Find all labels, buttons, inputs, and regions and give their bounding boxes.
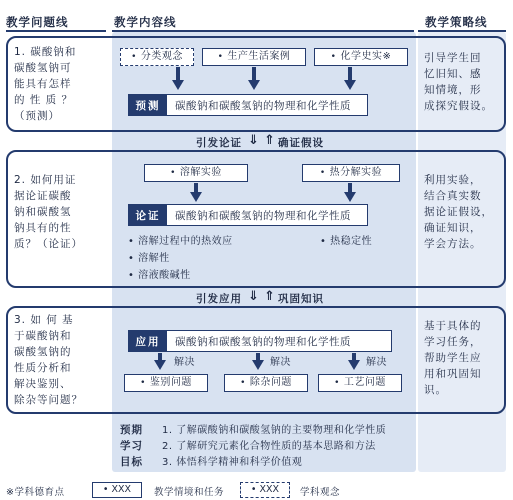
box-life-cases: • 生产生活案例 [202,48,306,66]
transition-2-arrow-down: ⇓ [248,289,260,304]
stage-2-question: 2. 如何用证 据论证碳酸 钠和碳酸氢 钠具有的性 质？（论证） [14,174,83,250]
box-classification-concept: • 分类观念 [120,48,194,66]
goal-item-2: 2. 了解研究元素化合物性质的基本思路和方法 [162,441,376,452]
stage-3-question: 3. 如 何 基 于碳酸钠和 碳酸氢钠的 性质分析和 解决鉴别、 除杂等问题？ [14,314,83,406]
stage-2-argue-bar [128,204,368,226]
bullet-heat-effect: • 溶解过程中的热效应 [128,236,233,247]
arrow-1a-head [172,80,184,90]
legend-label-concept: 学科观念 [300,487,341,498]
arrow-3a-head [154,360,166,370]
stage-1-predict-bar [128,94,368,116]
arrow-1b-head [248,80,260,90]
transition-1-arrow-down: ⇓ [248,133,260,148]
solve-label-1: 解决 [174,357,195,368]
apply-text: 碳酸钠和碳酸氢钠的物理和化学性质 [175,335,351,348]
stage-3-apply-bar [128,330,392,352]
bullet-solubility: • 溶解性 [128,253,170,264]
arrow-2b-head [344,192,356,202]
arrow-2a-head [190,192,202,202]
solve-label-2: 解决 [270,357,291,368]
arrow-1b-shaft [252,67,256,81]
arrow-3c-head [348,360,360,370]
solve-label-3: 解决 [366,357,387,368]
stage-1-question: 1. 碳酸钠和 碳酸氢钠可 能具有怎样 的 性 质 ？ （预测） [14,46,77,122]
predict-text: 碳酸钠和碳酸氢钠的物理和化学性质 [175,99,351,112]
legend-box-dashed: • XXX [240,482,290,498]
goal-item-1: 1. 了解碳酸钠和碳酸氢钠的主要物理和化学性质 [162,425,387,436]
arrow-3b-head [252,360,264,370]
header-left-underline [6,30,106,32]
arrow-1c-head [344,80,356,90]
header-left: 教学问题线 [6,15,69,29]
box-process-problem: • 工艺问题 [318,374,402,392]
legend-moral-note: ※学科德育点 [6,487,65,498]
argue-text: 碳酸钠和碳酸氢钠的物理和化学性质 [175,209,351,222]
transition-2-left: 引发应用 [196,293,242,305]
argue-tag: 论证 [129,205,167,225]
box-impurity-removal-problem: • 除杂问题 [224,374,308,392]
transition-1-left: 引发论证 [196,137,242,149]
arrow-1a-shaft [176,67,180,81]
header-center: 教学内容线 [114,15,177,29]
arrow-1c-shaft [348,67,352,81]
apply-tag: 应用 [129,331,167,351]
box-thermal-decomposition-experiment: • 热分解实验 [302,164,400,182]
transition-2-arrow-up: ⇑ [264,289,276,304]
transition-2-right: 巩固知识 [278,293,324,305]
header-right: 教学策略线 [425,15,488,29]
transition-1-right: 确证假设 [278,137,324,149]
stage-2-strategy: 利用实验， 结合真实数 据论证假设， 确证知识， 学会方法。 [424,174,493,250]
goal-item-3: 3. 体悟科学精神和科学价值观 [162,457,303,468]
transition-1-arrow-up: ⇑ [264,133,276,148]
box-dissolution-experiment: • 溶解实验 [144,164,248,182]
stage-3-strategy: 基于具体的 学习任务， 帮助学生应 用和巩固知 识。 [424,320,482,396]
box-identification-problem: • 鉴别问题 [124,374,208,392]
bullet-acidity: • 溶液酸碱性 [128,270,191,281]
bullet-thermal-stability: • 热稳定性 [320,236,373,247]
legend-box-solid: • XXX [92,482,142,498]
goals-label: 预期 学习 目标 [120,424,143,468]
legend-label-context: 教学情境和任务 [154,487,225,498]
predict-tag: 预测 [129,95,167,115]
box-chemistry-history: • 化学史实※ [314,48,408,66]
stage-1-strategy: 引导学生回 忆旧知、感 知情境，形 成探究假设。 [424,52,493,112]
